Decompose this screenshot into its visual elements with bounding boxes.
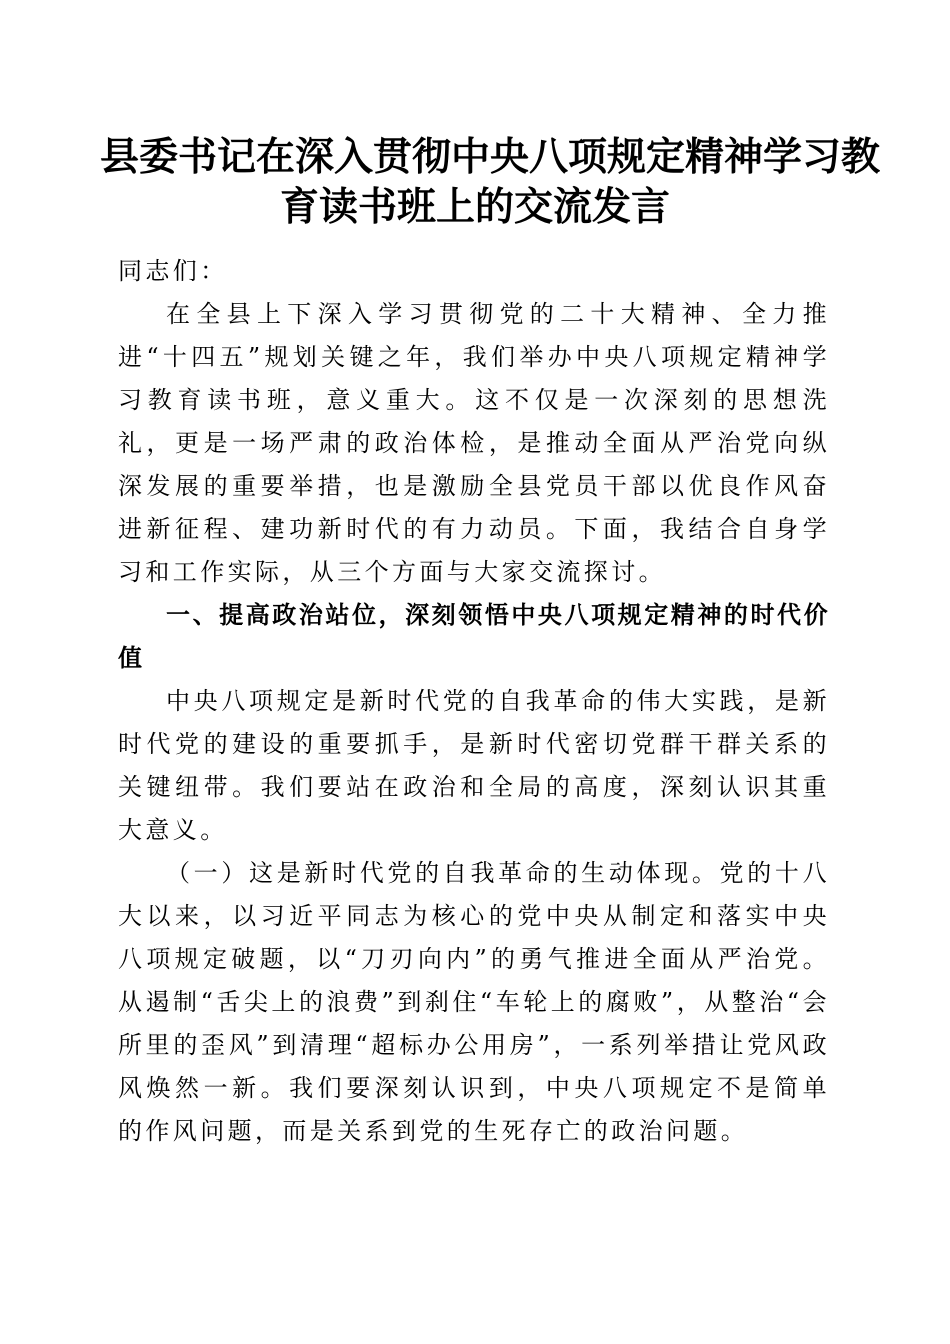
body-paragraph: 中央八项规定是新时代党的自我革命的伟大实践，是新时代党的建设的重要抓手，是新时代密切党群干群关系的关键纽带。我们要站在政治和全局的高度，深刻认识其重大意义。 bbox=[118, 687, 830, 844]
section-heading-1: 一、提高政治站位，深刻领悟中央八项规定精神的时代价值 bbox=[118, 601, 830, 672]
intro-paragraph: 在全县上下深入学习贯彻党的二十大精神、全力推进“十四五”规划关键之年，我们举办中央八项规定精神学习教育读书班，意义重大。这不仅是一次深刻的思想洗礼，更是一场严肃的政治体检，是推动全面从严治党向纵深发展的重要举措，也是激励全县党员干部以优良作风奋进新征程、建功新时代的有力动员。下面，我结合自身学习和工作实际，从三个方面与大家交流探讨。 bbox=[118, 300, 830, 586]
title-line-1: 县委书记在深入贯彻中央八项规定精神学习教 bbox=[100, 134, 881, 180]
body-paragraph: （一）这是新时代党的自我革命的生动体现。党的十八大以来，以习近平同志为核心的党中央从制定和落实中央八项规定破题，以“刀刃向内”的勇气推进全面从严治党。从遏制“舌尖上的浪费”到刹住“车轮上的腐败”，从整治“会所里的歪风”到清理“超标办公用房”，一系列举措让党风政风焕然一新。我们要深刻认识到，中央八项规定不是简单的作风问题，而是关系到党的生死存亡的政治问题。 bbox=[118, 859, 830, 1145]
document-body bbox=[118, 250, 830, 1153]
salutation: 同志们： bbox=[118, 257, 228, 285]
title-line-2: 育读书班上的交流发言 bbox=[279, 184, 670, 230]
document-title bbox=[100, 132, 881, 232]
